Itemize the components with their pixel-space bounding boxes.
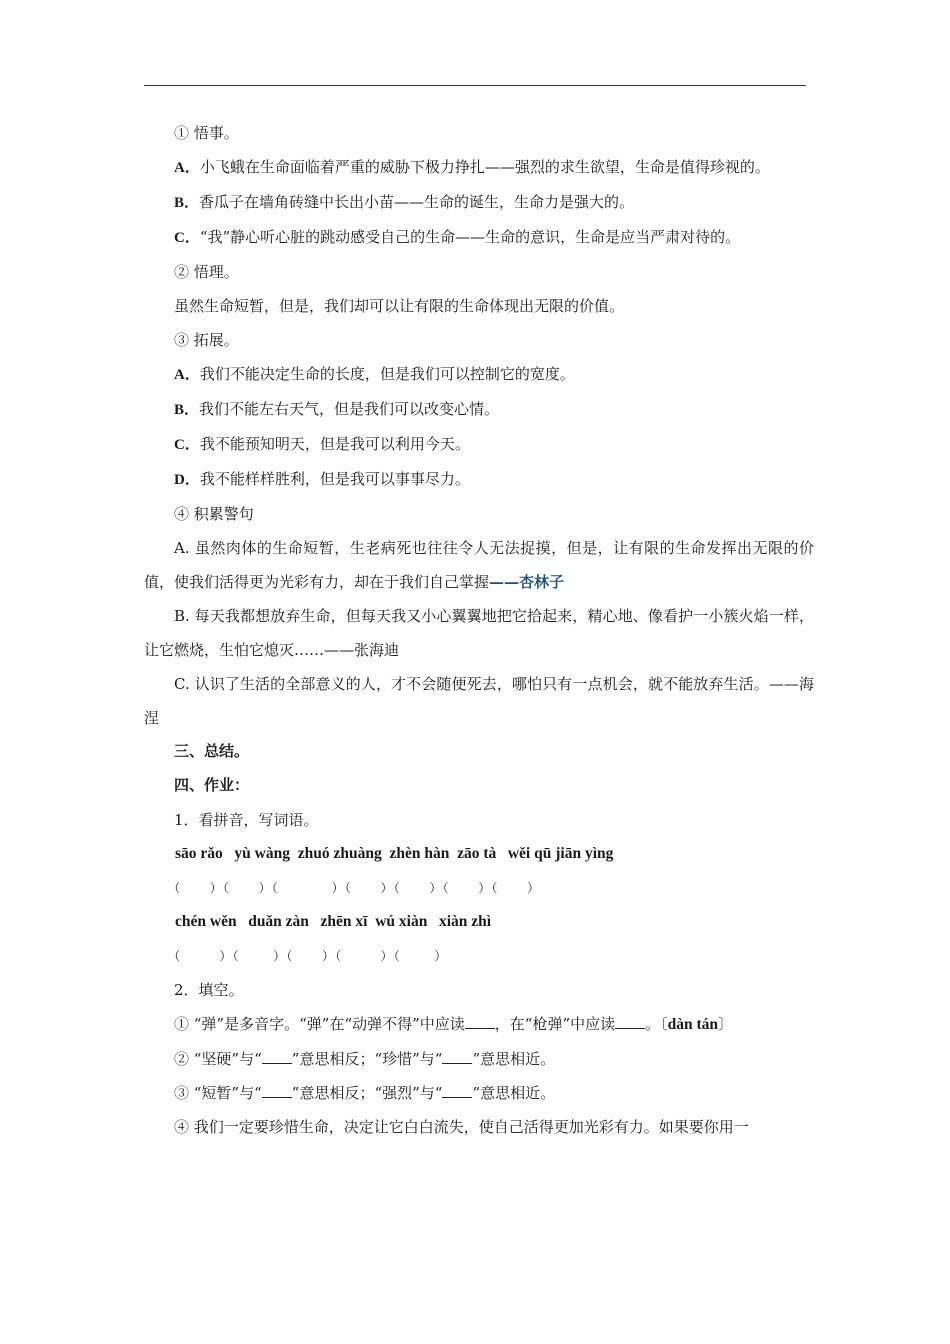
blank[interactable] — [262, 1047, 292, 1064]
homework-1: 1．看拼音，写词语。 — [174, 811, 319, 829]
answer-parens-2: （ ）（ ）（ ）（ ）（ ） — [168, 949, 448, 963]
blank[interactable] — [262, 1081, 292, 1098]
item-a-moth: A．小飞蛾在生命面临着严重的威胁下极力挣扎——强烈的求生欲望，生命是值得珍视的。 — [174, 158, 770, 176]
quote-a: A. 虽然肉体的生命短暂，生老病死也往往令人无法捉摸，但是，让有限的生命发挥出无限的价值，使我们活得更为光彩有力，却在于我们自己掌握——杏林子 — [144, 539, 814, 591]
item-tz-b: B．我们不能左右天气，但是我们可以改变心情。 — [174, 400, 500, 418]
fill-1: ① “弹”是多音字。“弹”在“动弹不得”中应读 ，在“枪弹”中应读 。〔dàn tán〕 — [144, 1007, 814, 1042]
section-homework: 四、作业： — [174, 778, 250, 794]
homework-2: 2．填空。 — [174, 981, 244, 999]
item-c-heart: C．“我”静心听心脏的跳动感受自己的生命——生命的意识，生命是应当严肃对待的。 — [174, 228, 741, 246]
pinyin-row-2: chén wěn duǎn zàn zhēn xī wú xiàn xiàn zhì — [175, 913, 492, 930]
item-b-melon: B．香瓜子在墙角砖缝中长出小苗——生命的诞生，生命力是强大的。 — [174, 193, 635, 211]
item-jingju: ④ 积累警句 — [174, 505, 254, 523]
fill-3: ③ “短暂”与“ ”意思相反；“强烈”与“ ”意思相近。 — [144, 1076, 814, 1110]
quote-b: B. 每天我都想放弃生命，但每天我又小心翼翼地把它拾起来，精心地、像看护一小簇火焰一样，让它燃烧，生怕它熄灭……——张海迪 — [144, 607, 814, 659]
blank[interactable] — [442, 1081, 472, 1098]
section-summary: 三、总结。 — [174, 744, 250, 760]
item-tuozhan: ③ 拓展。 — [174, 331, 239, 349]
item-tz-c: C．我不能预知明天，但是我可以利用今天。 — [174, 435, 470, 453]
answer-parens-1: （ ）（ ）（ ）（ ）（ ）（ ）（ ） — [168, 881, 541, 895]
header-rule — [144, 85, 806, 86]
pinyin-row-1: sāo rǎo yù wàng zhuó zhuàng zhèn hàn zāo tà wěi qū jiān yìng — [175, 845, 614, 862]
blank[interactable] — [465, 1012, 495, 1029]
item-wuli-text: 虽然生命短暂，但是，我们却可以让有限的生命体现出无限的价值。 — [174, 297, 625, 315]
item-wuli: ② 悟理。 — [174, 263, 239, 281]
item-tz-d: D．我不能样样胜利，但是我可以事事尽力。 — [174, 470, 470, 488]
document-body — [144, 116, 814, 1144]
blank[interactable] — [442, 1047, 472, 1064]
fill-4: ④ 我们一定要珍惜生命，决定让它白白流失，使自己活得更加光彩有力。如果要你用一 — [174, 1118, 749, 1136]
quote-a-author: ——杏林子 — [489, 573, 565, 591]
quote-c: C. 认识了生活的全部意义的人，才不会随便死去，哪怕只有一点机会，就不能放弃生活。——海涅 — [144, 675, 814, 727]
blank[interactable] — [615, 1012, 645, 1029]
item-tz-a: A．我们不能决定生命的长度，但是我们可以控制它的宽度。 — [174, 365, 575, 383]
fill-2: ② “坚硬”与“ ”意思相反；“珍惜”与“ ”意思相近。 — [144, 1042, 814, 1076]
item-wushi: ① 悟事。 — [174, 124, 239, 142]
